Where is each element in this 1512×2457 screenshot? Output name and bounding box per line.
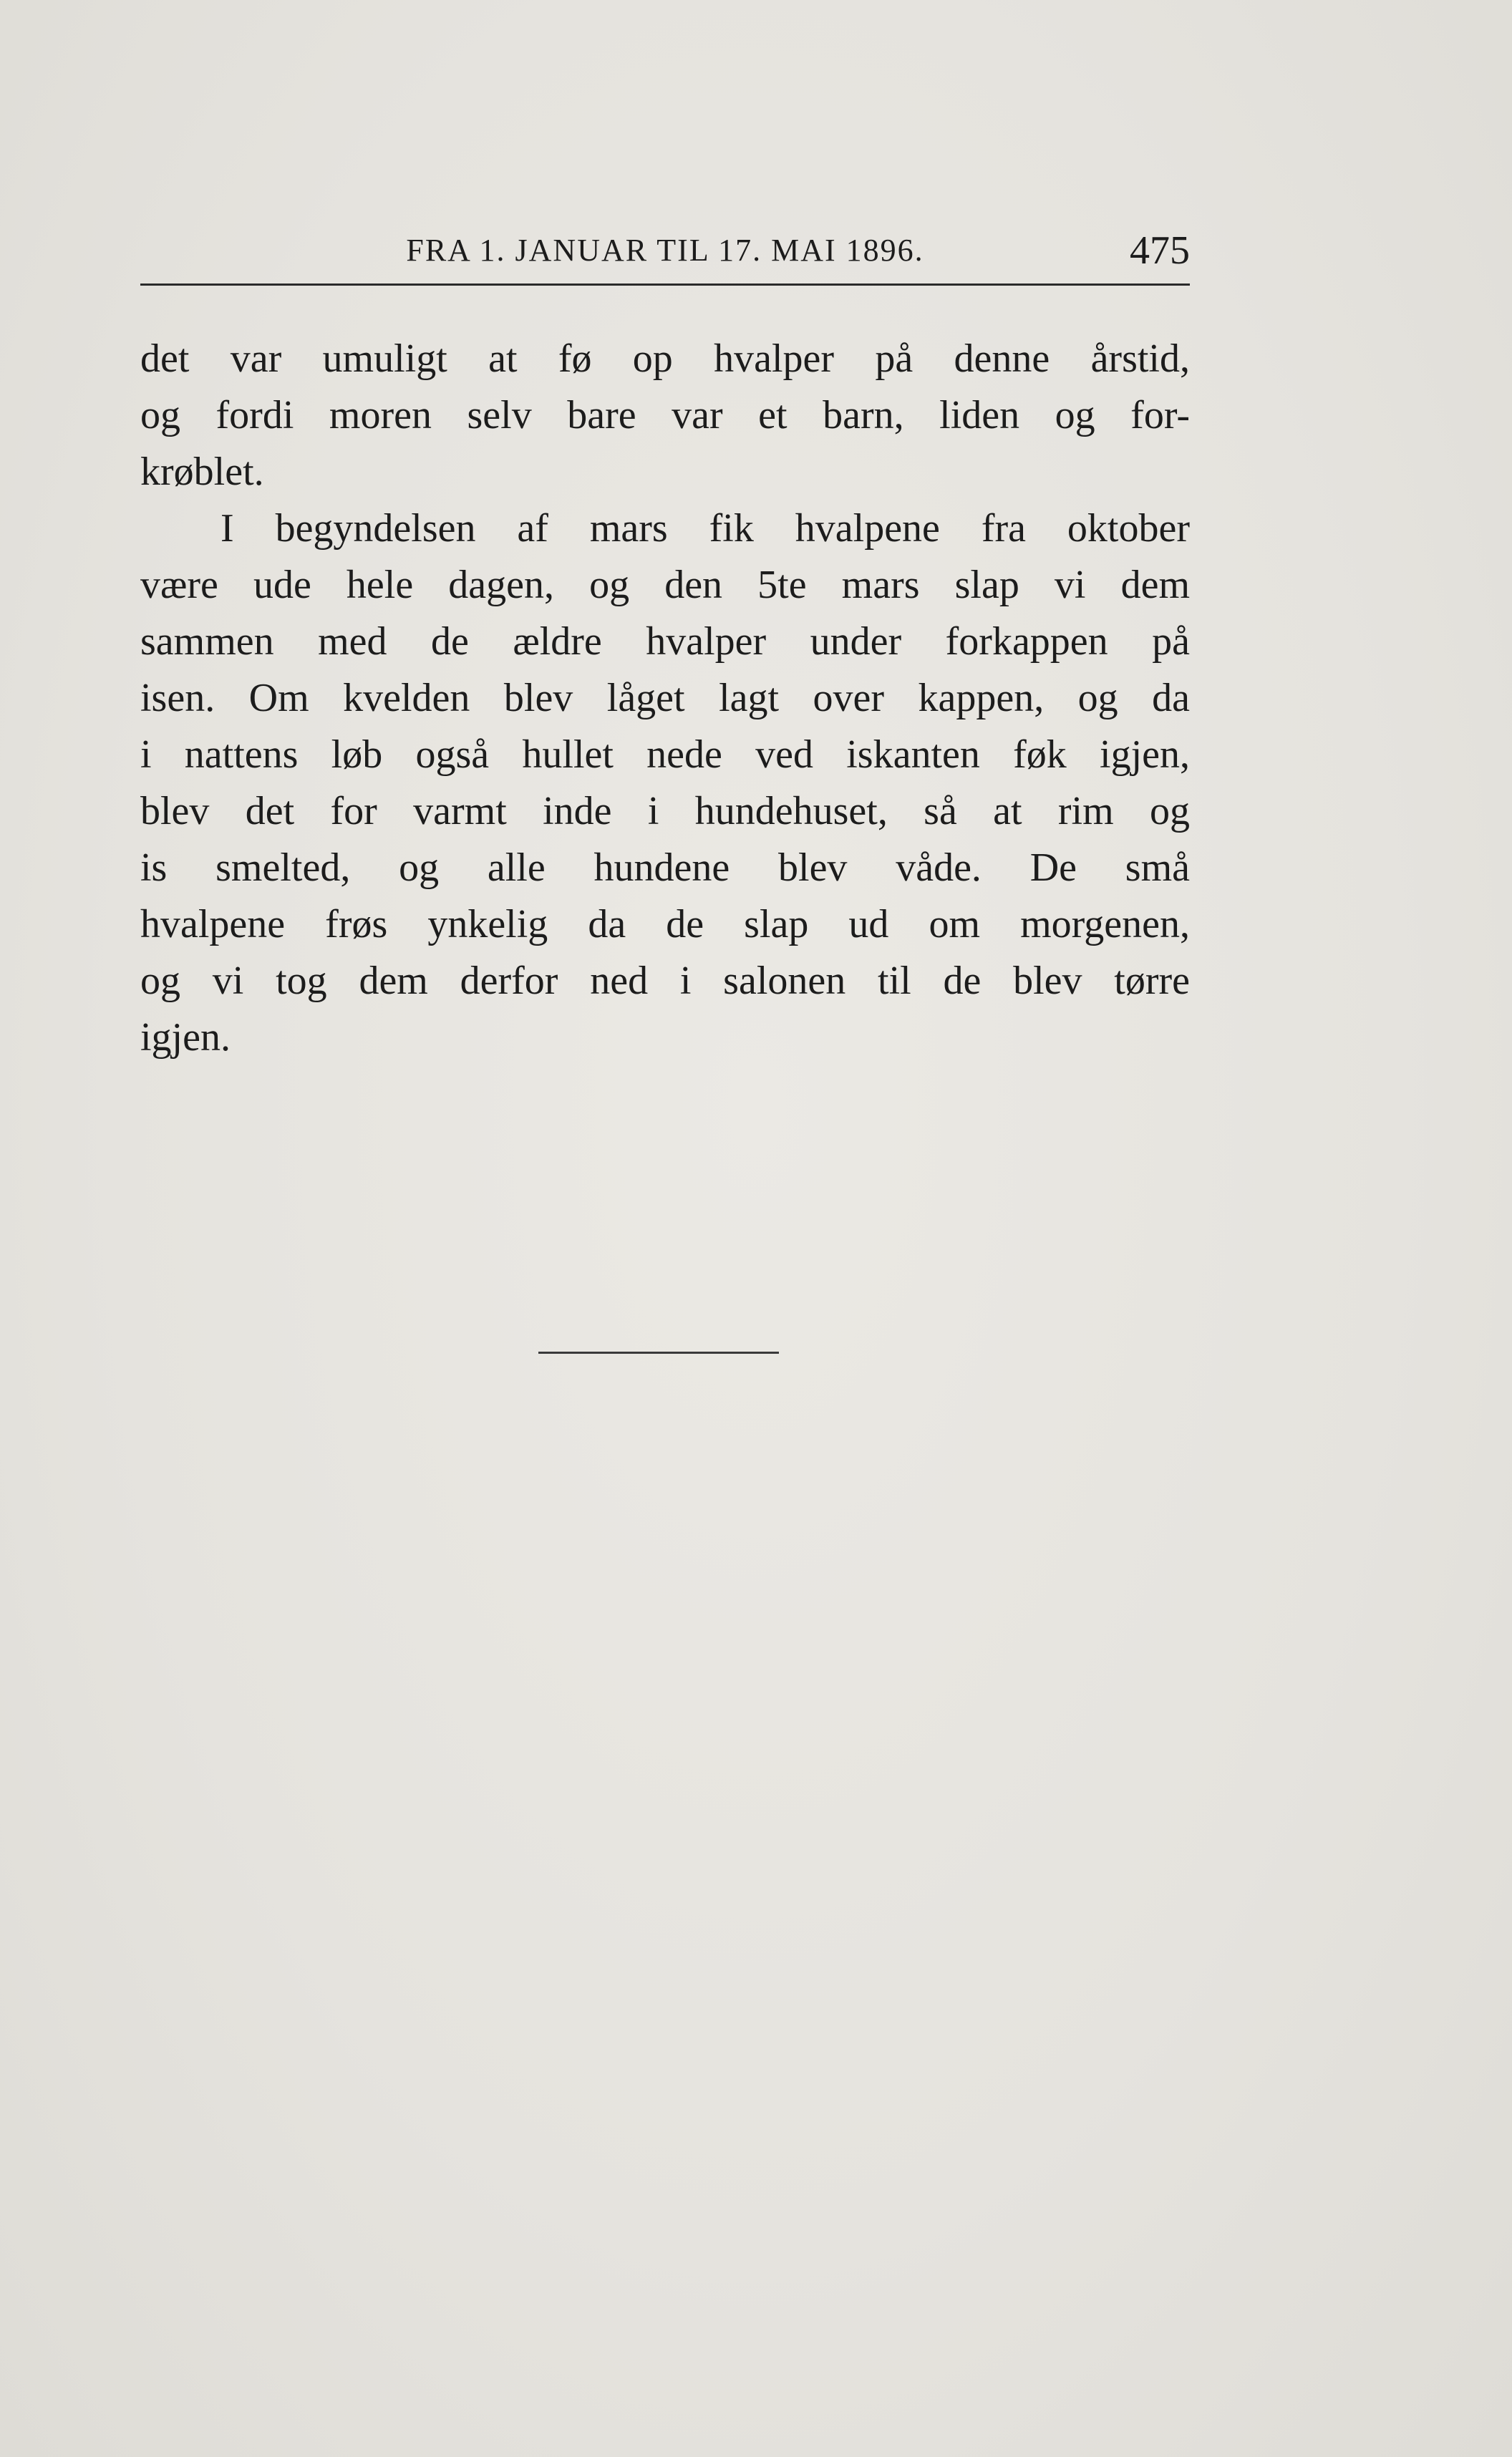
text-line: igjen. bbox=[140, 1015, 231, 1060]
text-line: is smelted, og alle hundene blev våde. De små bbox=[140, 845, 1190, 890]
page-header bbox=[140, 228, 1190, 284]
text-line: sammen med de ældre hvalper under forkappen på bbox=[140, 619, 1190, 664]
text-line: være ude hele dagen, og den 5te mars slap vi dem bbox=[140, 563, 1190, 607]
text-line: hvalpene frøs ynkelig da de slap ud om morgenen, bbox=[140, 902, 1190, 946]
text-line: i nattens løb også hullet nede ved iskanten føk igjen, bbox=[140, 732, 1190, 777]
text-line: isen. Om kvelden blev låget lagt over kappen, og da bbox=[140, 676, 1190, 720]
section-end-rule bbox=[538, 1352, 779, 1354]
header-rule bbox=[140, 284, 1190, 286]
text-line: og vi tog dem derfor ned i salonen til de blev tørre bbox=[140, 959, 1190, 1003]
text-line: krøblet. bbox=[140, 450, 264, 494]
body-text bbox=[140, 331, 1190, 1066]
text-line: det var umuligt at fø op hvalper på denne årstid, bbox=[140, 336, 1190, 381]
page-number: 475 bbox=[1130, 228, 1190, 273]
text-line: I begyndelsen af mars fik hvalpene fra oktober bbox=[220, 506, 1190, 551]
running-head: FRA 1. JANUAR TIL 17. MAI 1896. bbox=[406, 233, 924, 268]
text-line: og fordi moren selv bare var et barn, liden og for- bbox=[140, 393, 1190, 437]
text-line: blev det for varmt inde i hundehuset, så at rim og bbox=[140, 789, 1190, 833]
